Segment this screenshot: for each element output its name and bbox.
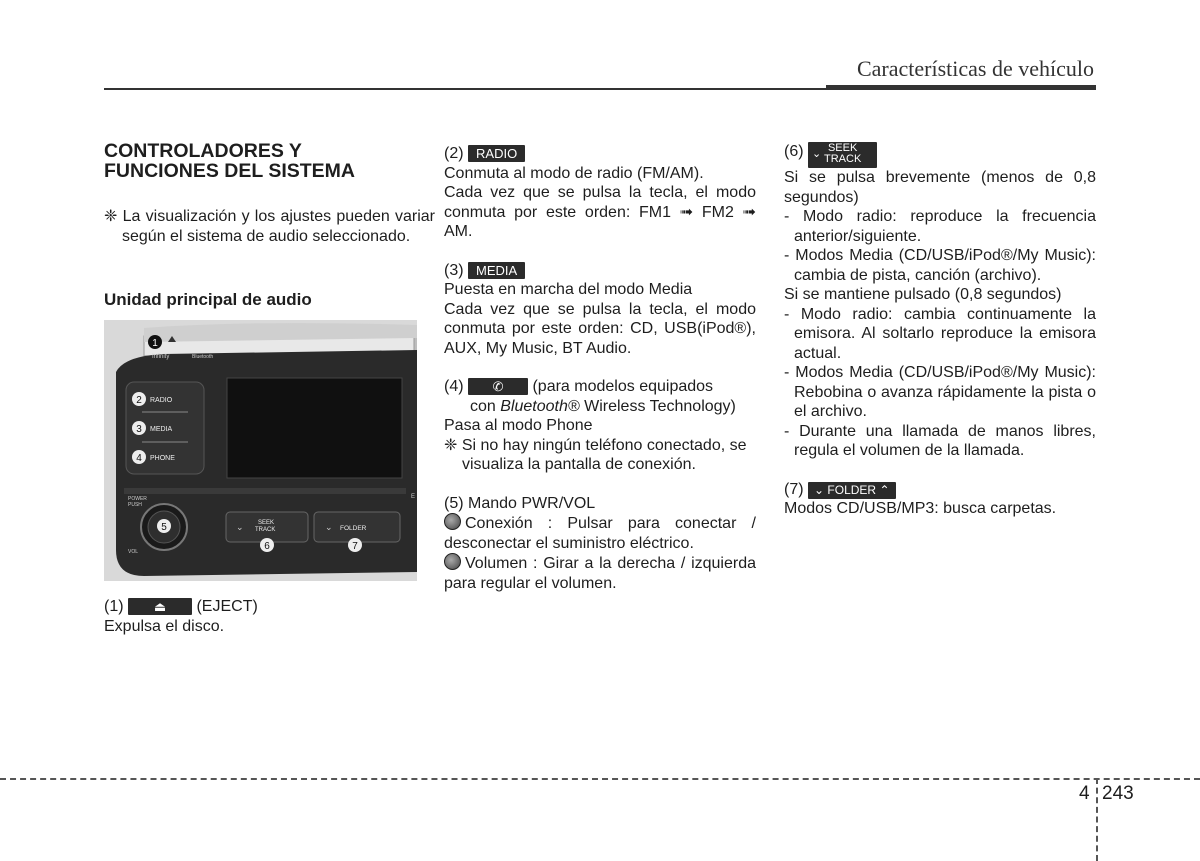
radio-key: RADIO [468, 145, 525, 162]
item-desc: Si se mantiene pulsado (0,8 segundos) [784, 286, 1062, 303]
chevron-down-icon: ⌄ [812, 148, 822, 160]
item-title: (5) Mando PWR/VOL [444, 494, 596, 512]
item-label: (EJECT) [196, 598, 258, 615]
bullet: - Durante una llamada de manos libres, regula el volumen de la llamada. [784, 422, 1096, 459]
col3 [784, 137, 1096, 519]
callout [132, 450, 146, 464]
callout [348, 538, 362, 552]
svg-text:5: 5 [161, 522, 167, 533]
item-number: (2) [444, 145, 464, 162]
item-desc: Puesta en marcha del modo Media [444, 281, 693, 298]
folder-label: FOLDER [827, 482, 877, 497]
phone-icon: ✆ [492, 379, 504, 394]
media-key: MEDIA [468, 262, 525, 279]
seek-label: SEEK [258, 520, 275, 526]
phone-key [468, 378, 528, 395]
item-number: (3) [444, 261, 464, 279]
item-number: (1) [104, 598, 124, 615]
knob-icon [444, 553, 461, 570]
svg-text:2: 2 [136, 395, 142, 406]
page-number: 243 [1102, 783, 1134, 804]
chevron-down-icon: ⌄ [236, 523, 244, 533]
note-text: Si no hay ningún teléfono conectado, se visualiza la pantalla de conexión. [461, 436, 747, 473]
track-label: TRACK [824, 153, 862, 165]
item-number: (7) [784, 480, 804, 498]
audio-unit-figure [104, 320, 417, 581]
item-desc: Si se pulsa brevemente (menos de 0,8 segundos) [784, 169, 1096, 206]
radio-button-label: RADIO [150, 397, 173, 404]
eject-key [128, 598, 192, 615]
seek-label: SEEK [827, 142, 858, 154]
bullet: - Modos Media (CD/USB/iPod®/My Music): Rebobina o avanza rápidamente la pista o el archivo. [784, 364, 1096, 420]
chapter-number: 4 [1079, 783, 1090, 804]
svg-text:6: 6 [264, 541, 270, 552]
item-desc: con [470, 397, 496, 415]
item-desc: Conmuta al modo de radio (FM/AM). [444, 164, 704, 182]
item-desc: Conexión : Pulsar para conectar / desconectar el suministro eléctrico. [444, 515, 756, 552]
col1-note [104, 207, 435, 246]
seek-track-key [808, 137, 877, 168]
callout [132, 392, 146, 406]
item-desc: Pasa al modo Phone [444, 417, 593, 434]
item-1 [104, 597, 417, 636]
push-label: PUSH [128, 502, 142, 508]
svg-text:7: 7 [352, 541, 358, 552]
bluetooth-label: Bluetooth [192, 354, 214, 360]
footer-divider [1096, 778, 1098, 861]
vol-label: VOL [128, 549, 139, 555]
subheading: Unidad principal de audio [104, 290, 312, 309]
note-symbol: ❈ [104, 208, 118, 225]
item-desc: Modos CD/USB/MP3: busca carpetas. [784, 500, 1057, 517]
folder-key [808, 482, 896, 499]
brand-label: Infinity [152, 354, 170, 360]
item-desc: Volumen : Girar a la derecha / izquierda para regular el volumen. [444, 555, 756, 592]
knob-icon [444, 513, 461, 530]
item-desc: Expulsa el disco. [104, 617, 225, 635]
section-heading: CONTROLADORES Y FUNCIONES DEL SISTEMA [104, 140, 355, 182]
item-number: (6) [784, 143, 804, 160]
svg-text:4: 4 [136, 453, 142, 464]
callout [260, 538, 274, 552]
phone-button-label: PHONE [150, 455, 175, 462]
media-button-label: MEDIA [150, 426, 173, 433]
callout [157, 519, 171, 533]
item-desc: Cada vez que se pulsa la tecla, el modo conmuta por este orden: FM1 ➟ FM2 ➟ AM. [444, 184, 756, 240]
footer-rule [0, 778, 1200, 780]
folder-label: FOLDER [340, 525, 367, 532]
item-desc: Wireless Technology) [584, 397, 736, 415]
chevron-up-icon: ⌃ [879, 482, 890, 497]
chevron-down-icon: ⌄ [814, 482, 825, 497]
item-desc: Cada vez que se pulsa la tecla, el modo conmuta por este orden: CD, USB(iPod®), AUX, My Music, BT Audio. [444, 300, 756, 357]
note-text: La visualización y los ajustes pueden variar según el sistema de audio seleccionado. [122, 208, 435, 245]
running-header: Características de vehículo [856, 56, 1094, 81]
callout [132, 421, 146, 435]
eject-icon: ⏏ [153, 599, 167, 614]
bluetooth-text: Bluetooth® [500, 397, 580, 415]
item-desc: (para modelos equipados [532, 378, 714, 395]
chevron-up-icon: ⌃ [864, 137, 874, 149]
svg-text:3: 3 [136, 424, 142, 435]
e-label: E [411, 494, 416, 500]
svg-text:1: 1 [152, 338, 158, 349]
chevron-down-icon: ⌄ [325, 523, 333, 533]
track-label: TRACK [255, 527, 276, 533]
bullet: - Modo radio: reproduce la frecuencia anterior/siguiente. [784, 208, 1096, 245]
header-rule-accent [826, 85, 1096, 90]
bullet: - Modo radio: cambia continuamente la emisora. Al soltarlo reproduce la emisora actual. [784, 305, 1096, 362]
item-number: (4) [444, 378, 464, 395]
power-label: POWER [128, 496, 147, 502]
note-symbol: ❈ [444, 436, 458, 454]
bullet: - Modos Media (CD/USB/iPod®/My Music): cambia de pista, canción (archivo). [784, 247, 1096, 284]
callout [148, 335, 162, 349]
col2 [444, 144, 756, 593]
